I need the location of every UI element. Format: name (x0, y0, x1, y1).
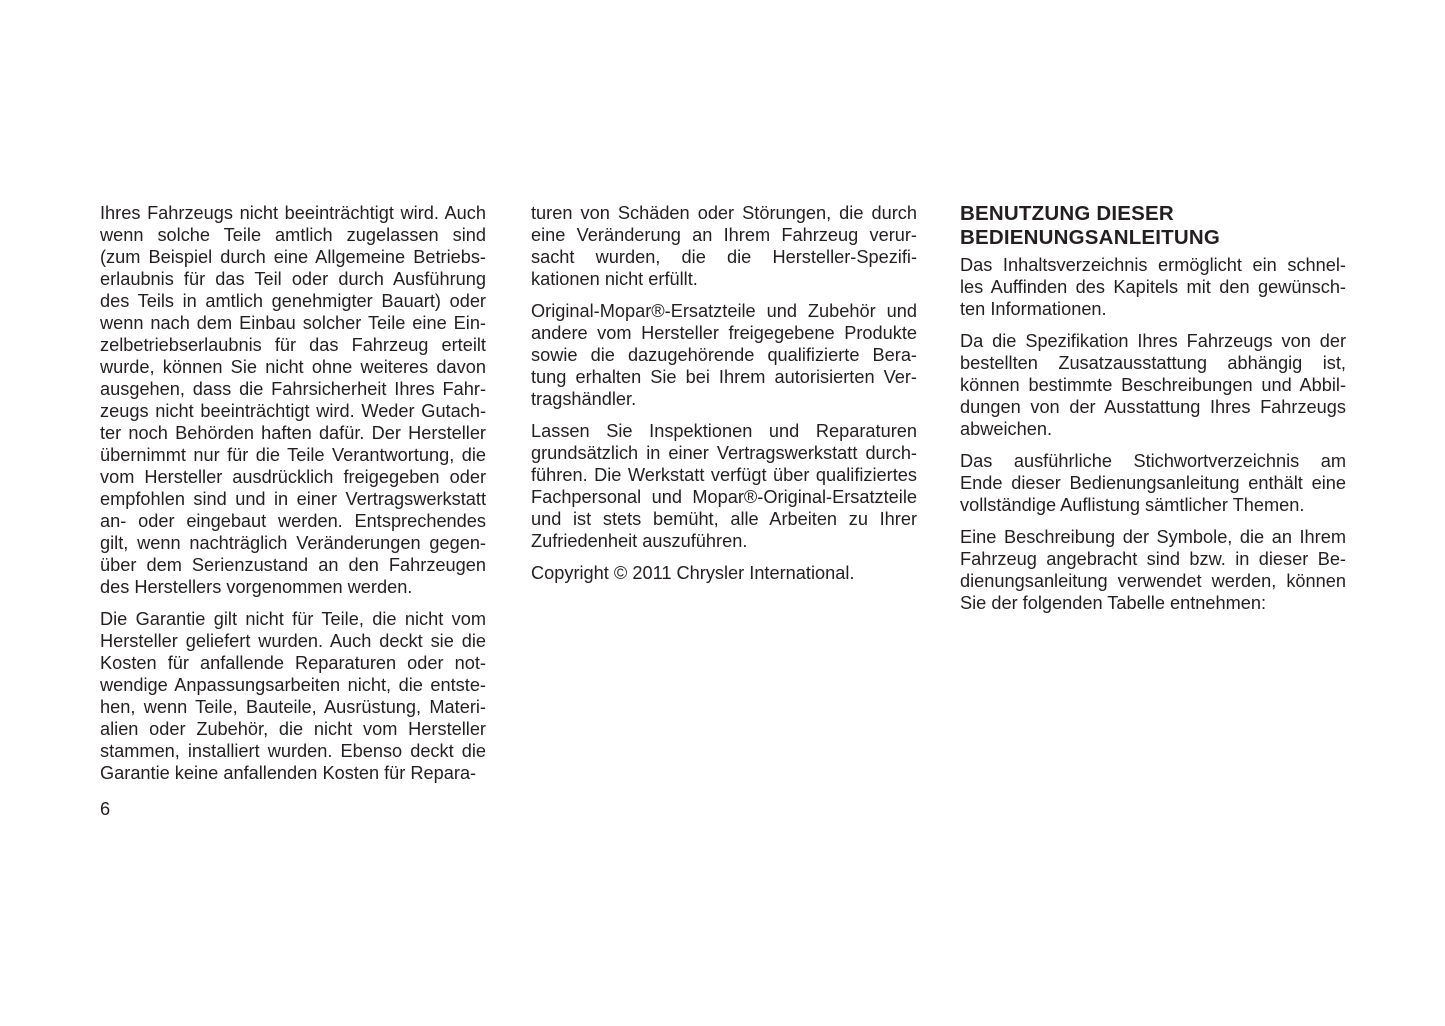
text-line: dienungsanleitung verwendet werden, können (960, 571, 1346, 591)
column-3 (960, 202, 1346, 624)
text-line: übernimmt nur für die Teile Verantwortung, die (100, 445, 486, 465)
text-line: des Teils in amtlich genehmigter Bauart) oder (100, 291, 486, 311)
text-line: erlaubnis für das Teil oder durch Ausführung (100, 269, 486, 289)
heading-line: BENUTZUNG DIESER (960, 202, 1174, 225)
section-heading (960, 202, 1346, 250)
text-line: zeugs nicht beeinträchtigt wird. Weder Gutach- (100, 401, 486, 421)
paragraph (960, 450, 1346, 516)
text-line: Garantie keine anfallenden Kosten für Repara- (100, 763, 477, 783)
text-line: des Herstellers vorgenommen werden. (100, 577, 413, 597)
text-line: Fachpersonal und Mopar®-Original-Ersatzteile (531, 487, 917, 507)
paragraph (100, 608, 486, 784)
text-line: ter noch Behörden haften dafür. Der Hersteller (100, 423, 486, 443)
text-line: und ist stets bemüht, alle Arbeiten zu Ihrer (531, 509, 917, 529)
paragraph (100, 202, 486, 598)
text-line: gilt, wenn nachträglich Veränderungen gegen- (100, 533, 486, 553)
text-line: Lassen Sie Inspektionen und Reparaturen (531, 421, 917, 441)
text-line: Da die Spezifikation Ihres Fahrzeugs von der (960, 331, 1346, 351)
text-line: Die Garantie gilt nicht für Teile, die nicht vom (100, 609, 486, 629)
text-line: eine Veränderung an Ihrem Fahrzeug verur- (531, 225, 917, 245)
text-line: wenn solche Teile amtlich zugelassen sind (100, 225, 486, 245)
text-line: zelbetriebserlaubnis für das Fahrzeug erteilt (100, 335, 486, 355)
text-line: an- oder eingebaut werden. Entsprechendes (100, 511, 486, 531)
text-line: Original-Mopar®-Ersatzteile und Zubehör und (531, 301, 917, 321)
text-line: andere vom Hersteller freigegebene Produkte (531, 323, 917, 343)
text-line: Kosten für anfallende Reparaturen oder not- (100, 653, 486, 673)
text-line: Sie der folgenden Tabelle entnehmen: (960, 593, 1267, 613)
text-line: (zum Beispiel durch eine Allgemeine Betriebs- (100, 247, 486, 267)
text-line: tung erhalten Sie bei Ihrem autorisierten Ver- (531, 367, 917, 387)
text-line: abweichen. (960, 419, 1053, 439)
text-line: führen. Die Werkstatt verfügt über qualifiziertes (531, 465, 917, 485)
page-number: 6 (100, 799, 111, 819)
text-line: Zufriedenheit auszuführen. (531, 531, 748, 551)
text-line: ausgehen, dass die Fahrsicherheit Ihres Fahr- (100, 379, 486, 399)
column-2 (531, 202, 917, 594)
paragraph (531, 562, 917, 584)
text-line: Ihres Fahrzeugs nicht beeinträchtigt wird. Auch (100, 203, 486, 223)
section-heading-text (960, 202, 1346, 250)
text-line: les Auffinden des Kapitels mit den gewünsch- (960, 277, 1346, 297)
paragraph (960, 330, 1346, 440)
text-line: ten Informationen. (960, 299, 1107, 319)
paragraph (531, 202, 917, 290)
text-line: tragshändler. (531, 389, 637, 409)
text-line: kationen nicht erfüllt. (531, 269, 698, 289)
paragraph (531, 420, 917, 552)
text-line: über dem Serienzustand an den Fahrzeugen (100, 555, 486, 575)
heading-line: BEDIENUNGSANLEITUNG (960, 226, 1221, 249)
text-line: Hersteller geliefert wurden. Auch deckt sie die (100, 631, 486, 651)
text-line: Ende dieser Bedienungsanleitung enthält eine (960, 473, 1346, 493)
text-line: Fahrzeug angebracht sind bzw. in dieser Be- (960, 549, 1346, 569)
text-line: alien oder Zubehör, die nicht vom Hersteller (100, 719, 486, 739)
text-line: Copyright © 2011 Chrysler International. (531, 563, 855, 583)
paragraph (960, 254, 1346, 320)
text-line: Das Inhaltsverzeichnis ermöglicht ein schnel- (960, 255, 1346, 275)
text-line: wendige Anpassungsarbeiten nicht, die entste- (100, 675, 486, 695)
text-line: sacht wurden, die die Hersteller-Spezifi- (531, 247, 917, 267)
column-1 (100, 202, 486, 794)
text-line: vollständige Auflistung sämtlicher Themen. (960, 495, 1305, 515)
text-line: können bestimmte Beschreibungen und Abbil- (960, 375, 1346, 395)
text-line: empfohlen sind und in einer Vertragswerkstatt (100, 489, 486, 509)
text-line: grundsätzlich in einer Vertragswerkstatt durch- (531, 443, 917, 463)
paragraph (960, 526, 1346, 614)
text-line: bestellten Zusatzausstattung abhängig ist, (960, 353, 1346, 373)
paragraph (531, 300, 917, 410)
text-line: wurde, können Sie nicht ohne weiteres davon (100, 357, 486, 377)
text-line: stammen, installiert wurden. Ebenso deckt die (100, 741, 486, 761)
text-line: sowie die dazugehörende qualifizierte Bera- (531, 345, 917, 365)
text-line: Eine Beschreibung der Symbole, die an Ihrem (960, 527, 1346, 547)
text-line: turen von Schäden oder Störungen, die durch (531, 203, 917, 223)
text-line: vom Hersteller ausdrücklich freigegeben oder (100, 467, 486, 487)
text-line: hen, wenn Teile, Bauteile, Ausrüstung, Materi- (100, 697, 486, 717)
text-line: dungen von der Ausstattung Ihres Fahrzeugs (960, 397, 1346, 417)
text-line: Das ausführliche Stichwortverzeichnis am (960, 451, 1346, 471)
text-line: wenn nach dem Einbau solcher Teile eine Ein- (100, 313, 486, 333)
